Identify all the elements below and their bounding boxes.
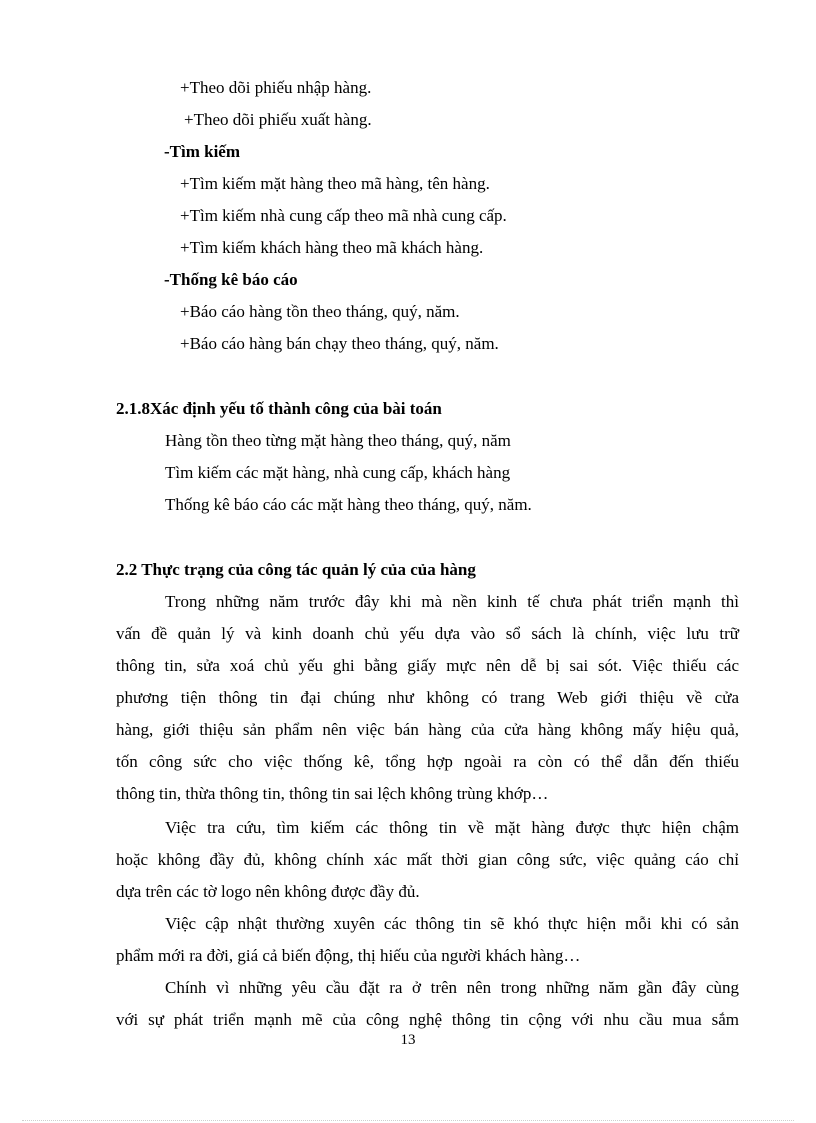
section-heading-2-2: 2.2 Thực trạng của công tác quản lý của của hàng — [116, 560, 476, 579]
paragraph-line: thông tin, thừa thông tin, thông tin sai lệch không trùng khớp… — [116, 784, 549, 803]
list-item: +Tìm kiếm khách hàng theo mã khách hàng. — [180, 238, 484, 257]
list-item: Tìm kiếm các mặt hàng, nhà cung cấp, khách hàng — [165, 463, 511, 482]
paragraph-line: dựa trên các tờ logo nên không được đầy đủ. — [116, 882, 420, 901]
list-item: +Báo cáo hàng tồn theo tháng, quý, năm. — [180, 302, 460, 321]
report-heading: -Thống kê báo cáo — [164, 270, 298, 289]
list-item: +Tìm kiếm mặt hàng theo mã hàng, tên hàng. — [180, 174, 490, 193]
paragraph-line: tốn công sức cho việc thống kê, tổng hợp ngoài ra còn có thể dẫn đến thiếu — [116, 752, 739, 771]
search-heading: -Tìm kiếm — [164, 142, 241, 161]
section-heading-2-1-8: 2.1.8Xác định yếu tố thành công của bài toán — [116, 399, 442, 418]
paragraph-line: vấn đề quản lý và kinh doanh chủ yếu dựa vào sổ sách là chính, việc lưu trữ — [116, 624, 739, 643]
paragraph-line: Việc cập nhật thường xuyên các thông tin sẽ khó thực hiện mỗi khi có sản — [165, 914, 739, 933]
list-item: +Theo dõi phiếu xuất hàng. — [184, 110, 372, 129]
paragraph-line: phương tiện thông tin đại chúng như không có trang Web giới thiệu về cửa — [116, 688, 739, 707]
paragraph-line: hàng, giới thiệu sản phẩm nên việc bán hàng của cửa hàng không mấy hiệu quả, — [116, 720, 739, 739]
paragraph-line: hoặc không đầy đủ, không chính xác mất thời gian công sức, việc quảng cáo chỉ — [116, 850, 739, 869]
paragraph-line: Chính vì những yêu cầu đặt ra ở trên nên trong những năm gần đây cùng — [165, 978, 739, 997]
paragraph-line: với sự phát triển mạnh mẽ của công nghệ thông tin cộng với nhu cầu mua sắm — [116, 1010, 739, 1029]
list-item: +Báo cáo hàng bán chạy theo tháng, quý, năm. — [180, 334, 499, 353]
paragraph-line: Việc tra cứu, tìm kiếm các thông tin về mặt hàng được thực hiện chậm — [165, 818, 739, 837]
page-bottom-divider — [22, 1120, 794, 1121]
page-number: 13 — [400, 1032, 416, 1048]
list-item: +Tìm kiếm nhà cung cấp theo mã nhà cung cấp. — [180, 206, 507, 225]
list-item: +Theo dõi phiếu nhập hàng. — [180, 78, 372, 97]
paragraph-line: Trong những năm trước đây khi mà nền kinh tế chưa phát triển mạnh thì — [165, 592, 739, 611]
list-item: Hàng tồn theo từng mặt hàng theo tháng, quý, năm — [165, 431, 511, 450]
paragraph-line: phẩm mới ra đời, giá cả biến động, thị hiếu của người khách hàng… — [116, 946, 581, 965]
paragraph-line: thông tin, sửa xoá chủ yếu ghi bằng giấy mực nên dễ bị sai sót. Việc thiếu các — [116, 656, 739, 675]
list-item: Thống kê báo cáo các mặt hàng theo tháng, quý, năm. — [165, 495, 532, 514]
